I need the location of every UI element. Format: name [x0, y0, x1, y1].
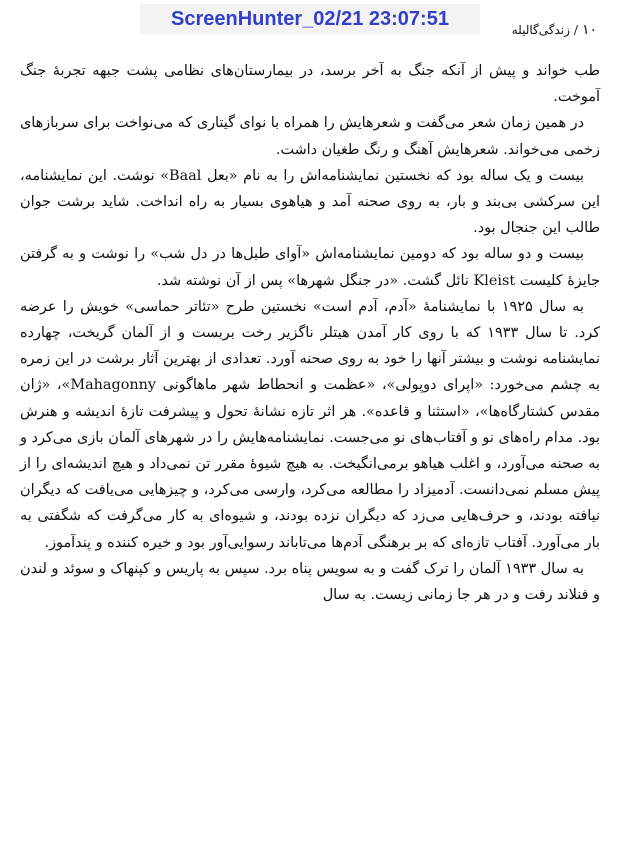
paragraph: در همین زمان شعر می‌گفت و شعرهایش را همراه با نوای گیتاری که می‌نواخت برای سربازهای زخمی می‌خواند. شعرهایش آهنگ و رنگ طغیان داشت.	[20, 115, 600, 158]
paragraph: به سال ۱۹۲۵ با نمایشنامهٔ «آدم، آدم است» نخستین طرح «تئاتر حماسی» خویش را عرضه کرد. تا سال ۱۹۳۳ که با روی کار آمدن هیتلر ناگزیر رخت بربست و از آلمان گریخت، چهارده نمایشنامه نوشت و بیشتر آنها را خود به روی صحنه آورد. تعدادی از بهترین آثار برشت در این زمره به چشم می‌خورد: «اپرای دوپولی»، «عظمت و انحطاط شهر ماهاگونی Mahagonny»، «ژان مقدس کشتارگاه‌ها»، «استثنا و قاعده». هر اثر تازه نشانهٔ تحول و پیشرفت تازهٔ اندیشه و هنرش بود. مدام راه‌های نو و آفتاب‌های نو می‌جست. نمایشنامه‌هایش را در شهرهای آلمان بازی می‌کرد و به صحنه می‌آورد، و اغلب هیاهو برمی‌انگیخت. به هیچ شیوهٔ مقرر تن نمی‌داد و هیچ اندیشه‌ای را از پیش مسلم نمی‌دانست. آدمیزاد را مطالعه می‌کرد، وارسی می‌کرد، و چیزهایی می‌یافت که دیگران نیافته بودند، و حرف‌هایی می‌زد که دیگران نزده بودند، و شیوه‌ای به کار می‌گرفت که شگفتی به بار می‌آورد. آفتاب تازه‌ای که بر برهنگی آدم‌ها می‌تاباند رسوایی‌آور بود و خیره کننده و پندآموز.	[20, 298, 600, 551]
page-number: ۱۰	[581, 22, 597, 38]
page-body	[20, 58, 600, 608]
paragraph: بیست و دو ساله بود که دومین نمایشنامه‌اش «آوای طبل‌ها در دل شب» را نوشت و به گرفتن جایزهٔ کلیست Kleist نائل گشت. «در جنگل شهرها» پس از آن نوشته شد.	[20, 246, 600, 289]
header-separator: /	[573, 23, 578, 37]
running-title: زندگی‌گالیله	[511, 23, 570, 37]
paragraph: بیست و یک ساله بود که نخستین نمایشنامه‌اش را به نام «بعل Baal» نوشت. این نمایشنامه، این سرکشی بی‌بند و بار، به روی صحنه آمد و هیاهوی بسیار به راه انداخت. شاید برشت جوان طالب این جنجال بود.	[20, 167, 600, 237]
screenhunter-watermark: ScreenHunter_02/21 23:07:51	[140, 4, 480, 34]
paragraph: طب خواند و پیش از آنکه جنگ به آخر برسد، در بیمارستان‌های نظامی پشت جبهه تجربهٔ جنگ آموخت.	[20, 63, 600, 106]
page-header	[512, 22, 597, 38]
paragraph: به سال ۱۹۳۳ آلمان را ترک گفت و به سویس پناه برد. سپس به پاریس و کپنهاک و سوئد و لندن و فنلاند رفت و در هر جا زمانی زیست. به سال	[20, 560, 600, 604]
